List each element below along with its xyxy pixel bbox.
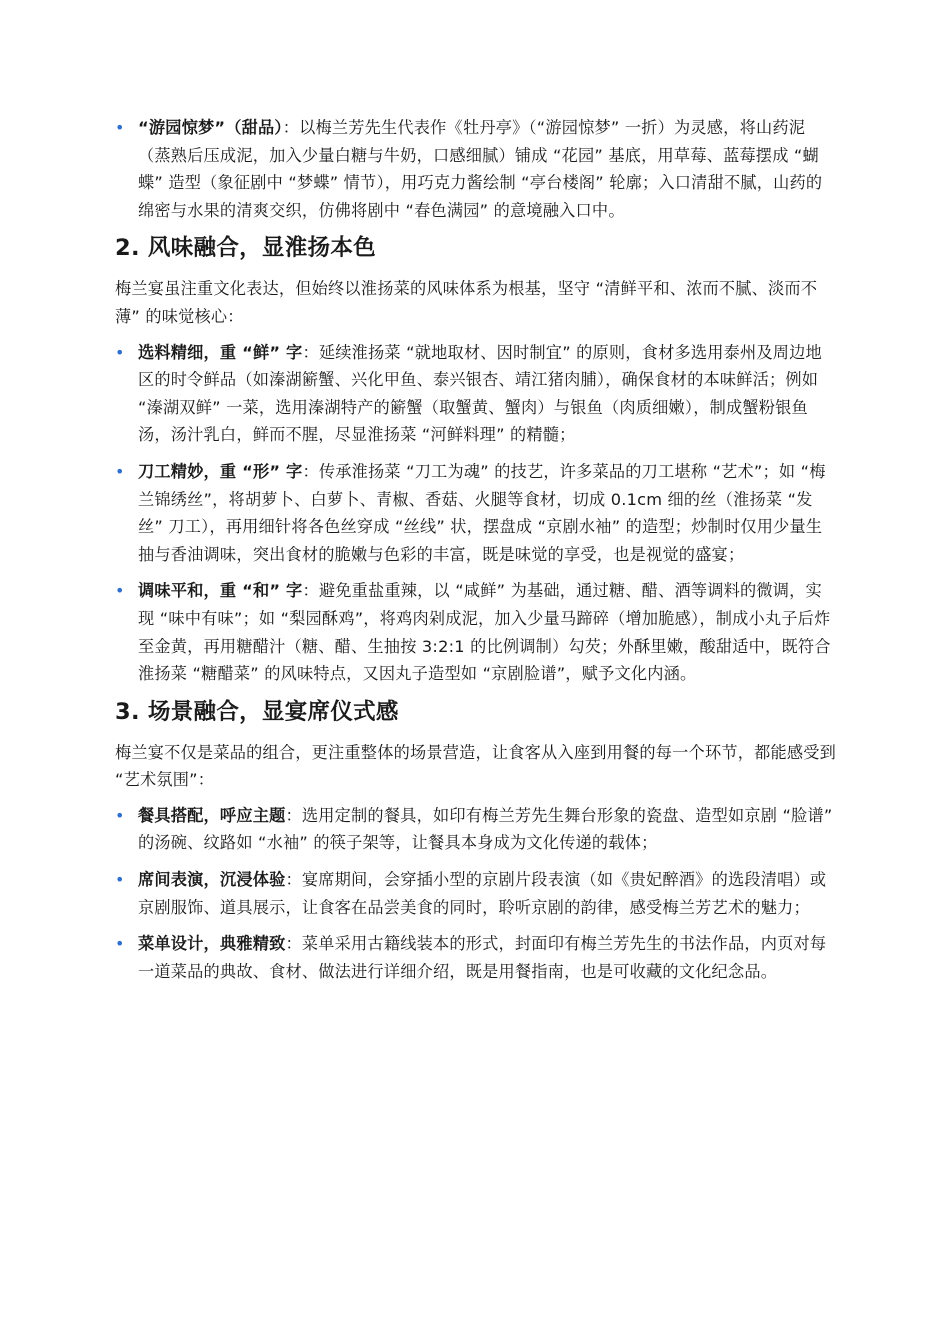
section2-list	[115, 339, 837, 688]
bullet-icon: •	[115, 118, 125, 137]
list-item	[115, 866, 837, 921]
list-item-term: 席间表演，沉浸体验	[138, 870, 286, 890]
document-content	[115, 114, 837, 994]
list-item-text: ：避免重盐重辣，以 “咸鲜” 为基础，通过糖、醋、酒等调料的微调，实现 “味中有味”；如 “梨园酥鸡”，将鸡肉剁成泥，加入少量马蹄碎（增加脆感），制成小丸子后炸至金黄，再用糖醋汁（糖、醋、生抽按 3:2:1 的比例调制）勾芡；外酥里嫩，酸甜适中，既符合淮扬菜 “糖醋菜” 的风味特点，又因丸子造型如 “京剧脸谱”，赋予文化内涵。	[138, 581, 831, 684]
list-item	[115, 802, 837, 857]
list-item-term: 选料精细，重 “鲜” 字	[138, 342, 303, 362]
list-item-term: 刀工精妙，重 “形” 字	[138, 461, 303, 481]
bullet-icon: •	[115, 581, 125, 601]
list-item	[115, 458, 837, 568]
section3-heading: 3. 场景融合，显宴席仪式感	[115, 698, 399, 725]
list-item-text: ：以梅兰芳先生代表作《牡丹亭》（“游园惊梦” 一折）为灵感，将山药泥（蒸熟后压成泥，加入少量白糖与牛奶，口感细腻）铺成 “花园” 基底，用草莓、蓝莓摆成 “蝴蝶” 造型（象征剧中 “梦蝶” 情节），用巧克力酱绘制 “亭台楼阁” 轮廓；入口清甜不腻，山药的绵密与水果的清爽交织，仿佛将剧中 “春色满园” 的意境融入口中。	[138, 118, 823, 220]
list-item-text: ：菜单采用古籍线装本的形式，封面印有梅兰芳先生的书法作品，内页对每一道菜品的典故、食材、做法进行详细介绍，既是用餐指南，也是可收藏的文化纪念品。	[138, 934, 827, 981]
list-item	[115, 114, 837, 224]
section2-intro: 梅兰宴虽注重文化表达，但始终以淮扬菜的风味体系为根基，坚守 “清鲜平和、浓而不腻、淡而不薄” 的味觉核心：	[115, 279, 818, 326]
bullet-icon: •	[115, 461, 125, 481]
section3-list	[115, 802, 837, 986]
list-item-term: 菜单设计，典雅精致	[138, 934, 286, 954]
list-item	[115, 930, 837, 985]
list-item-term: “游园惊梦”（甜品）	[138, 118, 283, 137]
bullet-icon: •	[115, 805, 125, 825]
list-item-text: ：选用定制的餐具，如印有梅兰芳先生舞台形象的瓷盘、造型如京剧 “脸谱” 的汤碗、纹路如 “水袖” 的筷子架等，让餐具本身成为文化传递的载体；	[138, 805, 833, 853]
list-item	[115, 339, 837, 449]
bullet-icon: •	[115, 934, 125, 954]
section1-list	[115, 114, 837, 224]
list-item-text: ：传承淮扬菜 “刀工为魂” 的技艺，许多菜品的刀工堪称 “艺术”；如 “梅兰锦绣丝”，将胡萝卜、白萝卜、青椒、香菇、火腿等食材，切成 0.1cm 细的丝（淮扬菜 “发丝” 刀工），再用细针将各色丝穿成 “丝线” 状，摆盘成 “京剧水袖” 的造型；炒制时仅用少量生抽与香油调味，突出食材的脆嫩与色彩的丰富，既是味觉的享受，也是视觉的盛宴；	[138, 461, 826, 564]
list-item-text: ：宴席期间，会穿插小型的京剧片段表演（如《贵妃醉酒》的选段清唱）或京剧服饰、道具展示，让食客在品尝美食的同时，聆听京剧的韵律，感受梅兰芳艺术的魅力；	[138, 870, 827, 917]
section3-intro: 梅兰宴不仅是菜品的组合，更注重整体的场景营造，让食客从入座到用餐的每一个环节，都能感受到 “艺术氛围”：	[115, 742, 837, 790]
list-item	[115, 577, 837, 687]
list-item-text: ：延续淮扬菜 “就地取材、因时制宜” 的原则，食材多选用泰州及周边地区的时令鲜品（如溱湖簖蟹、兴化甲鱼、泰兴银杏、靖江猪肉脯），确保食材的本味鲜活；例如 “溱湖双鲜” 一菜，选用溱湖特产的簖蟹（取蟹黄、蟹肉）与银鱼（肉质细嫩），制成蟹粉银鱼汤，汤汁乳白，鲜而不腥，尽显淮扬菜 “河鲜料理” 的精髓；	[138, 342, 822, 445]
bullet-icon: •	[115, 870, 125, 890]
section2-heading: 2. 风味融合，显淮扬本色	[115, 235, 376, 262]
list-item-term: 调味平和，重 “和” 字	[138, 581, 303, 601]
bullet-icon: •	[115, 342, 125, 362]
list-item-term: 餐具搭配，呼应主题	[138, 805, 286, 825]
